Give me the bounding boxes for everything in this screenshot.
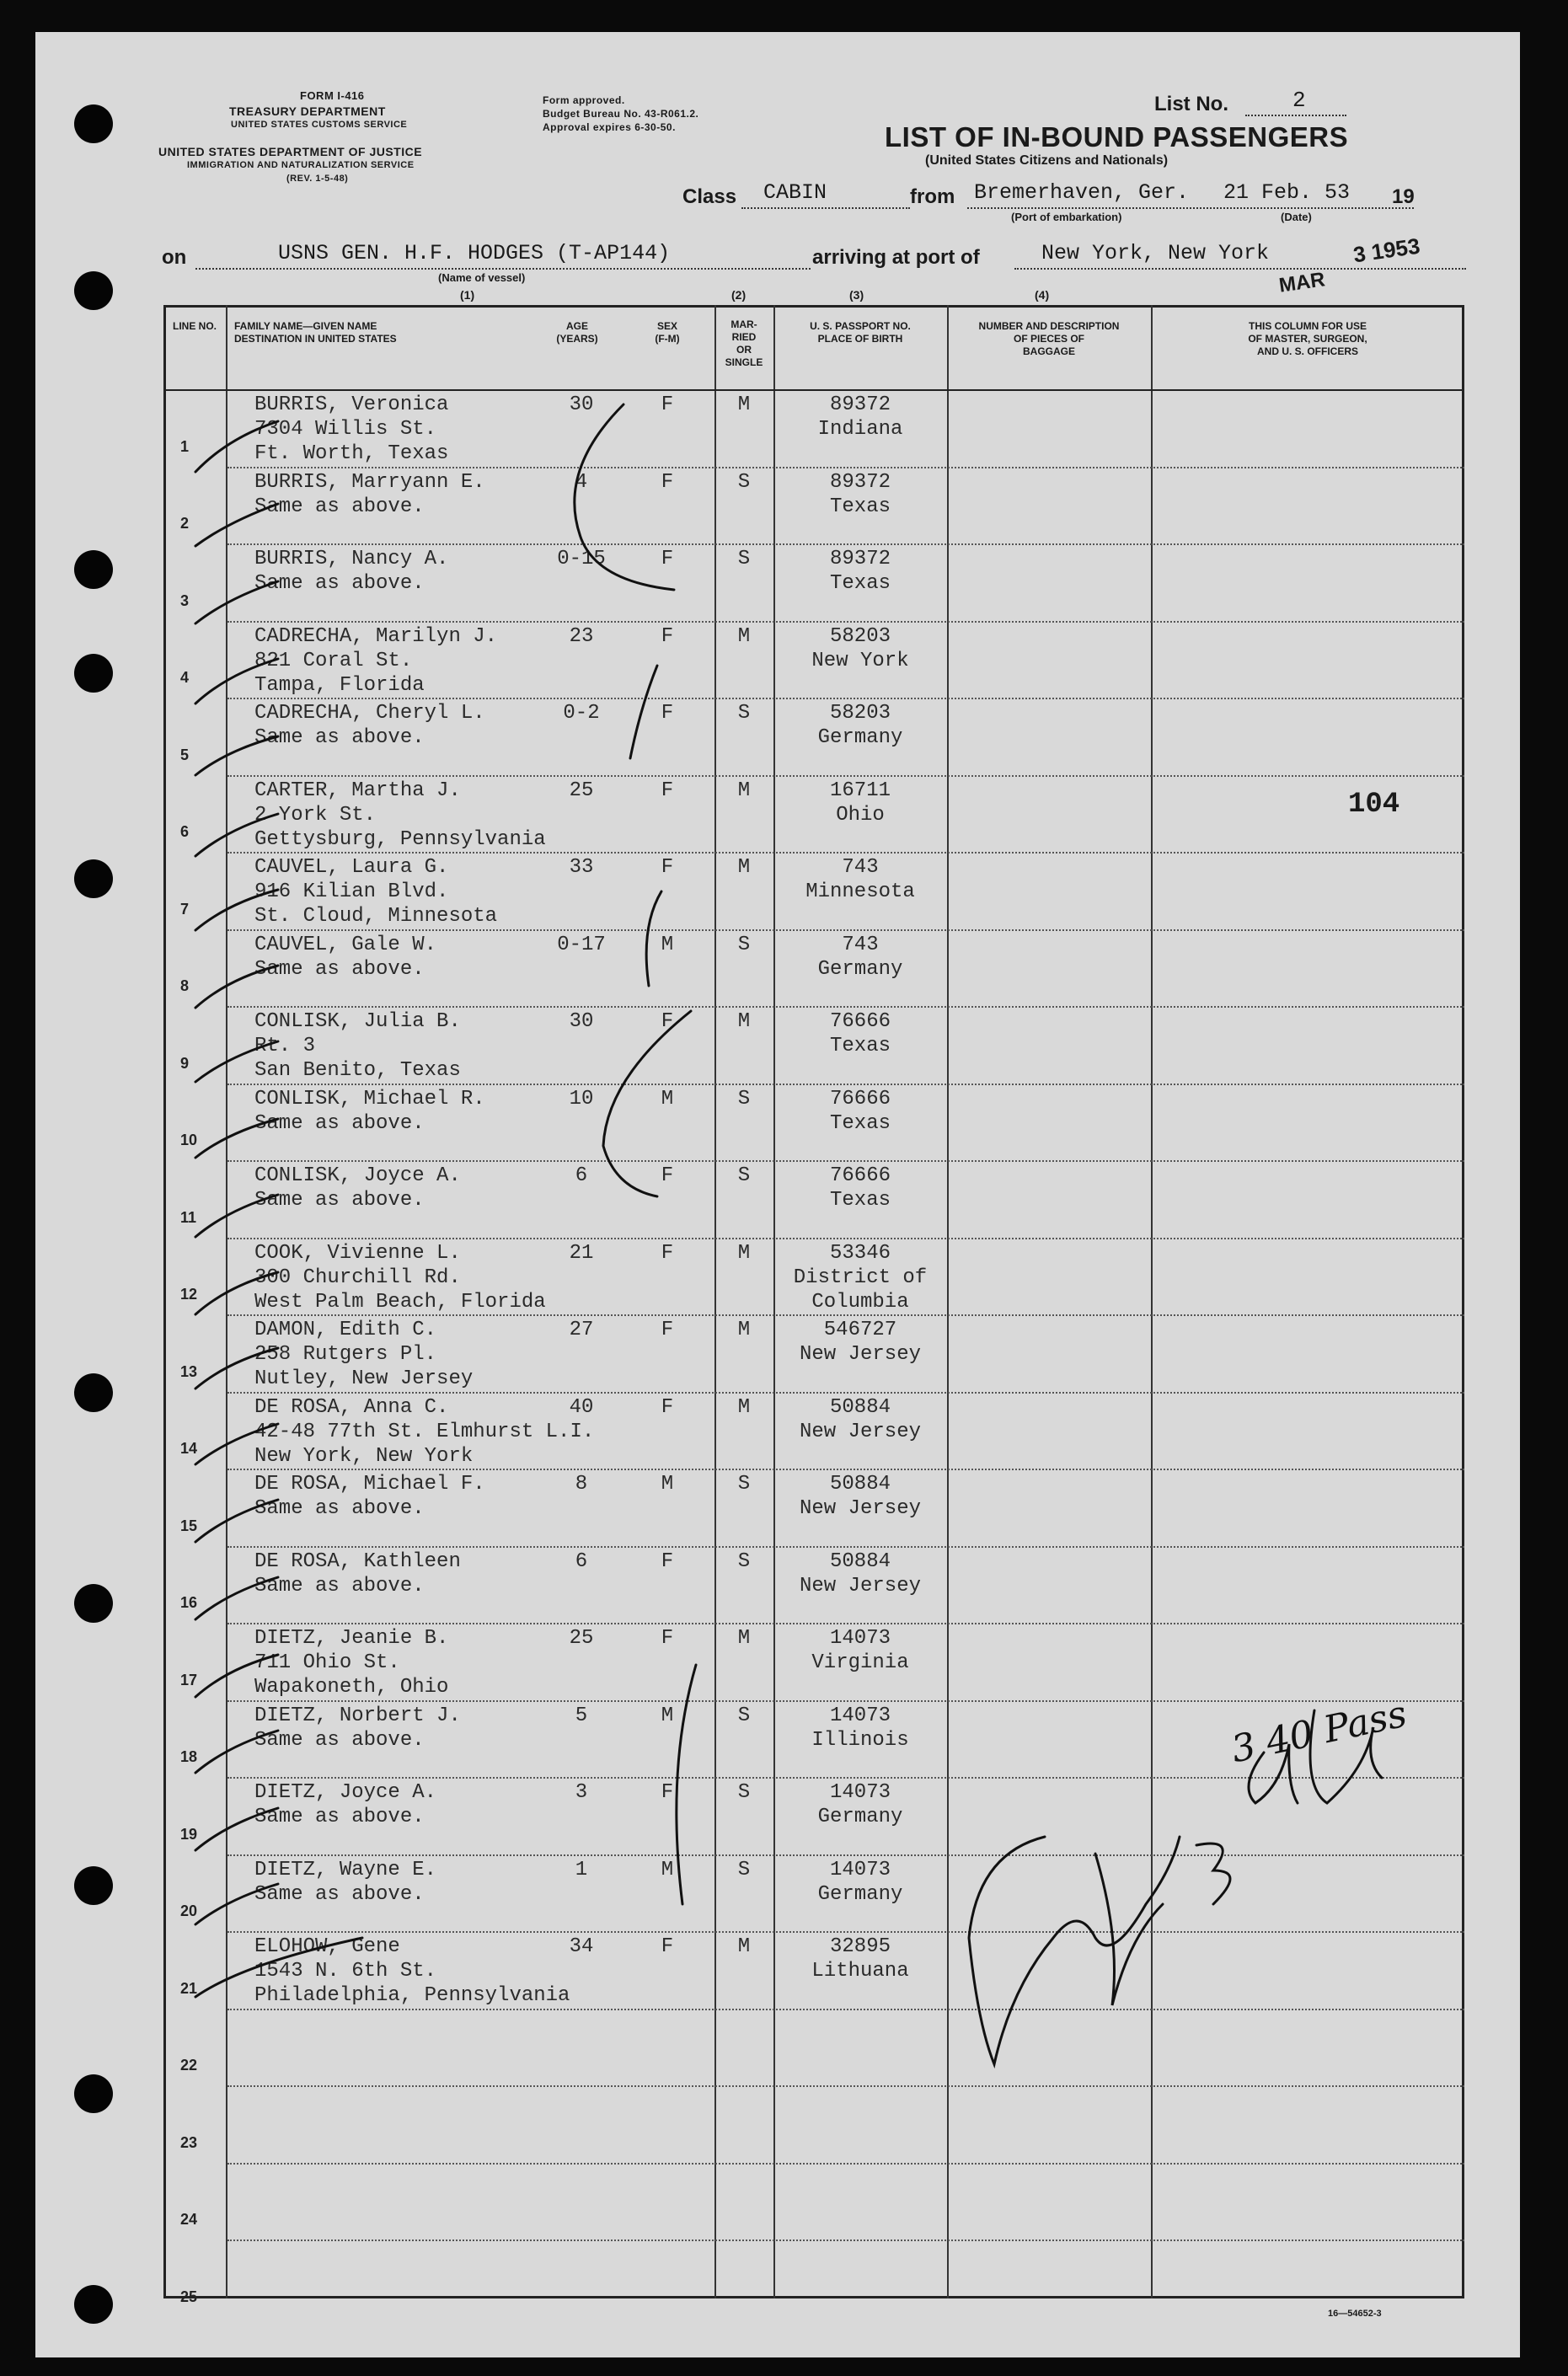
row-divider [227,2240,1464,2241]
passport-number: 89372 [829,470,891,494]
age: 4 [575,470,588,494]
treasury-dept: TREASURY DEPARTMENT [229,104,386,118]
row-divider [227,1160,1464,1162]
sex: F [661,1395,674,1419]
place-of-birth: District of [793,1266,928,1289]
destination-line-1: 916 Kilian Blvd. [254,880,449,903]
place-of-birth: New Jersey [799,1343,922,1366]
sex: F [661,1164,674,1187]
age: 21 [569,1241,594,1265]
destination-line-1: 821 Coral St. [254,649,413,672]
punch-hole [74,104,113,143]
line-number: 5 [180,746,190,763]
col-number-4: (4) [1035,288,1050,302]
destination-line-1: Same as above. [254,1497,425,1520]
line-number: 20 [180,1902,198,1919]
row-divider [227,1392,1464,1394]
destination-line-1: Same as above. [254,1189,425,1212]
passenger-name: CAUVEL, Gale W. [254,933,437,956]
passenger-name: DE ROSA, Michael F. [254,1473,485,1496]
punch-hole [74,271,113,310]
port-of-embarkation: Bremerhaven, Ger. [974,180,1190,205]
place-of-birth: New Jersey [799,1497,922,1520]
place-of-birth: Virginia [811,1651,909,1674]
page-title: LIST OF IN-BOUND PASSENGERS [885,121,1349,153]
destination-line-2: Philadelphia, Pennsylvania [254,1984,570,2007]
age: 30 [569,1010,594,1033]
place-of-birth: Germany [817,726,903,749]
line-number: 11 [180,1208,197,1226]
sex: F [661,548,674,570]
destination-line-2: West Palm Beach, Florida [254,1290,546,1314]
vessel-name: USNS GEN. H.F. HODGES (T-AP144) [278,241,671,265]
line-number: 18 [180,1748,198,1765]
age: 25 [569,779,594,802]
row-divider [227,2163,1464,2165]
line-number: 15 [180,1517,198,1534]
age: 10 [569,1087,594,1110]
place-of-birth: Germany [817,1806,903,1828]
form-approved: Form approved. [543,94,625,106]
row-divider [227,1854,1464,1856]
passenger-name: CAUVEL, Laura G. [254,856,449,879]
row-divider [227,621,1464,623]
punch-hole [74,550,113,589]
justice-dept: UNITED STATES DEPARTMENT OF JUSTICE [158,145,423,158]
sex: M [661,1087,674,1110]
line-number: 4 [180,669,190,686]
destination-line-2: St. Cloud, Minnesota [254,905,498,928]
destination-line-1: Same as above. [254,1882,425,1906]
ins-service: IMMIGRATION AND NATURALIZATION SERVICE [187,160,415,170]
row-divider [227,1006,1464,1008]
marital-status: S [737,702,751,725]
form-number: FORM I-416 [300,89,365,102]
marital-status: M [737,1241,751,1265]
line-number: 23 [180,2133,198,2151]
destination-line-1: Same as above. [254,1806,425,1828]
passenger-name: DIETZ, Jeanie B. [254,1627,449,1650]
passenger-name: BURRIS, Nancy A. [254,548,449,570]
customs-service: UNITED STATES CUSTOMS SERVICE [231,120,408,130]
age: 8 [575,1473,588,1496]
row-divider [227,1931,1464,1933]
passport-number: 50884 [829,1549,891,1573]
approval-expiry: Approval expires 6-30-50. [543,121,676,133]
destination-line-1: Same as above. [254,1728,425,1752]
arriving-label: arriving at port of [812,246,980,269]
col-header-sex: SEX (F-M) [655,320,680,345]
punch-hole [74,2074,113,2113]
col-header-married: MAR- RIED OR SINGLE [725,318,763,368]
age: 1 [575,1858,588,1881]
place-of-birth: Germany [817,957,903,981]
col-header-baggage: NUMBER AND DESCRIPTION OF PIECES OF BAGGAGE [978,320,1120,357]
age: 27 [569,1319,594,1341]
marital-status: S [737,1164,751,1187]
line-number: 13 [180,1362,198,1380]
destination-line-1: 1543 N. 6th St. [254,1960,437,1983]
passenger-name: DE ROSA, Anna C. [254,1395,449,1419]
marital-status: M [737,1010,751,1033]
budget-bureau: Budget Bureau No. 43-R061.2. [543,108,699,120]
passenger-name: DIETZ, Joyce A. [254,1781,437,1804]
destination-line-1: Same as above. [254,572,425,595]
page-subtitle: (United States Citizens and Nationals) [925,153,1169,168]
col-header-age: AGE (YEARS) [556,320,598,345]
sex: F [661,702,674,725]
passenger-name: CONLISK, Michael R. [254,1087,485,1110]
sex: M [661,1473,674,1496]
sex: F [661,1010,674,1033]
passport-number: 58203 [829,624,891,648]
row-divider [227,1700,1464,1702]
place-of-birth: Texas [829,1189,891,1212]
year-prefix: 19 [1392,185,1415,208]
passport-number: 14073 [829,1627,891,1650]
row-divider [227,2085,1464,2087]
age: 3 [575,1781,588,1804]
age: 0-17 [557,933,606,956]
destination-line-1: 258 Rutgers Pl. [254,1343,437,1366]
row-divider [227,1314,1464,1316]
passport-number: 743 [842,856,879,879]
marital-status: S [737,933,751,956]
passport-number: 76666 [829,1010,891,1033]
line-number: 8 [180,977,190,994]
sex: F [661,1241,674,1265]
place-of-birth: Texas [829,1111,891,1135]
passport-number: 53346 [829,1241,891,1265]
passport-number: 76666 [829,1087,891,1110]
punch-hole [74,2285,113,2324]
punch-hole [74,1584,113,1623]
passenger-name: DAMON, Edith C. [254,1319,437,1341]
destination-line-2: Ft. Worth, Texas [254,442,449,465]
place-of-birth: Texas [829,495,891,518]
destination-line-2: Gettysburg, Pennsylvania [254,827,546,851]
destination-line-1: Same as above. [254,726,425,749]
age: 0-2 [563,702,600,725]
passport-number: 32895 [829,1935,891,1958]
place-of-birth: Texas [829,572,891,595]
passenger-name: CONLISK, Julia B. [254,1010,461,1033]
line-number: 6 [180,823,190,840]
destination-line-2: New York, New York [254,1444,474,1468]
col-header-passport: U. S. PASSPORT NO. PLACE OF BIRTH [810,320,911,345]
row-divider [227,929,1464,931]
age: 40 [569,1395,594,1419]
class-value: CABIN [763,180,827,205]
destination-line-1: 7304 Willis St. [254,418,437,441]
form-revision: (REV. 1-5-48) [286,174,349,184]
passenger-name: CADRECHA, Marilyn J. [254,624,498,648]
passport-number: 89372 [829,393,891,416]
line-number: 1 [180,437,190,455]
marital-status: S [737,470,751,494]
destination-line-2: Tampa, Florida [254,673,425,697]
row-divider [227,1777,1464,1779]
sex: F [661,470,674,494]
punch-hole [74,654,113,693]
on-label: on [162,246,187,269]
destination-line-1: Same as above. [254,1574,425,1597]
passenger-name: ELOHOW, Gene [254,1935,400,1958]
arrival-stamp-month: MAR [1277,268,1327,297]
line-number: 10 [180,1132,198,1148]
passport-number: 743 [842,933,879,956]
col-header-name: FAMILY NAME—GIVEN NAME DESTINATION IN UNITED STATES [234,320,397,345]
sex: F [661,1935,674,1958]
destination-line-1: Same as above. [254,957,425,981]
place-of-birth: New Jersey [799,1420,922,1443]
punch-hole [74,1866,113,1905]
row-divider [227,1084,1464,1085]
sex: M [661,1704,674,1727]
list-no-value: 2 [1292,88,1306,113]
passport-number: 16711 [829,779,891,802]
row-divider [227,852,1464,854]
col-number-1: (1) [460,288,475,302]
destination-line-2: Wapakoneth, Ohio [254,1676,449,1699]
sex: M [661,933,674,956]
age: 6 [575,1549,588,1573]
marital-status: S [737,548,751,570]
line-number: 16 [180,1594,198,1611]
class-label: Class [682,185,737,208]
passport-number: 50884 [829,1473,891,1496]
age: 33 [569,856,594,879]
marital-status: S [737,1473,751,1496]
destination-line-1: 300 Churchill Rd. [254,1266,461,1289]
passenger-name: CONLISK, Joyce A. [254,1164,461,1187]
place-of-birth: New Jersey [799,1574,922,1597]
place-of-birth: New York [811,649,909,672]
line-number: 21 [180,1979,198,1997]
line-number: 3 [180,591,190,609]
vessel-caption: (Name of vessel) [438,271,526,284]
destination-line-1: 2 York St. [254,803,377,827]
row-divider [227,775,1464,777]
line-number: 24 [180,2211,198,2228]
passport-number: 14073 [829,1781,891,1804]
line-number: 22 [180,2057,198,2074]
line-number: 17 [180,1671,198,1688]
age: 6 [575,1164,588,1187]
destination-line-2: Nutley, New Jersey [254,1367,474,1390]
officer-handwritten-count: 3 40 Pass [1228,1692,1410,1772]
marital-status: M [737,1627,751,1650]
row-divider [227,698,1464,699]
passport-number: 50884 [829,1395,891,1419]
marital-status: M [737,624,751,648]
sex: F [661,1319,674,1341]
place-of-birth: Lithuana [811,1960,909,1983]
passport-number: 546727 [823,1319,897,1341]
sex: F [661,1549,674,1573]
row-divider [227,1623,1464,1624]
list-no-label: List No. [1154,93,1228,115]
destination-line-1: Rt. 3 [254,1035,316,1057]
sex: F [661,1781,674,1804]
destination-line-1: Same as above. [254,1111,425,1135]
embark-caption: (Port of embarkation) [1011,211,1122,223]
destination-line-1: Same as above. [254,495,425,518]
passport-number: 89372 [829,548,891,570]
row-divider [227,543,1464,545]
age: 30 [569,393,594,416]
sex: F [661,779,674,802]
age: 5 [575,1704,588,1727]
sex: F [661,393,674,416]
punch-hole [74,859,113,898]
passenger-name: BURRIS, Veronica [254,393,449,416]
row-divider [227,1546,1464,1548]
place-of-birth: Illinois [811,1728,909,1752]
line-number: 19 [180,1825,198,1843]
marital-status: M [737,1935,751,1958]
row-divider [227,1238,1464,1239]
place-of-birth: Germany [817,1882,903,1906]
line-number: 2 [180,515,190,532]
line-number: 14 [180,1440,198,1457]
line-number: 12 [180,1286,198,1303]
col-header-line-no: LINE NO. [172,320,217,332]
punch-hole [74,1373,113,1412]
age: 34 [569,1935,594,1958]
age: 25 [569,1627,594,1650]
passport-number: 14073 [829,1704,891,1727]
passport-number: 76666 [829,1164,891,1187]
passenger-name: CADRECHA, Cheryl L. [254,702,485,725]
sex: M [661,1858,674,1881]
sex: F [661,856,674,879]
destination-line-2: San Benito, Texas [254,1059,461,1082]
marital-status: M [737,1319,751,1341]
marital-status: S [737,1858,751,1881]
officer-note: 104 [1348,789,1400,821]
date-caption: (Date) [1281,211,1312,223]
passenger-name: BURRIS, Marryann E. [254,470,485,494]
passenger-name: CARTER, Martha J. [254,779,461,802]
passenger-name: DE ROSA, Kathleen [254,1549,461,1573]
marital-status: M [737,779,751,802]
passport-number: 58203 [829,702,891,725]
place-of-birth: Indiana [817,418,903,441]
from-label: from [910,185,955,208]
place-of-birth: Ohio [836,803,885,827]
line-number: 25 [180,2288,198,2305]
departure-date: 21 Feb. 53 [1223,180,1351,205]
arrival-port: New York, New York [1041,241,1270,265]
col-number-3: (3) [849,288,864,302]
marital-status: M [737,393,751,416]
age: 0-15 [557,548,606,570]
passenger-name: DIETZ, Norbert J. [254,1704,461,1727]
marital-status: M [737,856,751,879]
passport-number: 14073 [829,1858,891,1881]
row-divider [227,2009,1464,2010]
col-number-2: (2) [731,288,747,302]
sex: F [661,624,674,648]
arrival-stamp-date: 3 1953 [1351,233,1422,268]
passenger-name: COOK, Vivienne L. [254,1241,461,1265]
col-header-officers: THIS COLUMN FOR USE OF MASTER, SURGEON, AND U. S. OFFICERS [1248,320,1367,357]
place-of-birth: Minnesota [805,880,915,903]
form-footer-code: 16—54652-3 [1328,2309,1382,2319]
age: 23 [569,624,594,648]
row-divider [227,467,1464,468]
line-number: 7 [180,900,190,918]
marital-status: M [737,1395,751,1419]
destination-line-1: 42-48 77th St. Elmhurst L.I. [254,1420,595,1443]
marital-status: S [737,1781,751,1804]
destination-line-1: 711 Ohio St. [254,1651,400,1674]
marital-status: S [737,1087,751,1110]
marital-status: S [737,1549,751,1573]
marital-status: S [737,1704,751,1727]
place-of-birth-cont: Columbia [811,1290,909,1314]
line-number: 9 [180,1054,190,1072]
row-divider [227,1469,1464,1470]
sex: F [661,1627,674,1650]
place-of-birth: Texas [829,1035,891,1057]
passenger-name: DIETZ, Wayne E. [254,1858,437,1881]
